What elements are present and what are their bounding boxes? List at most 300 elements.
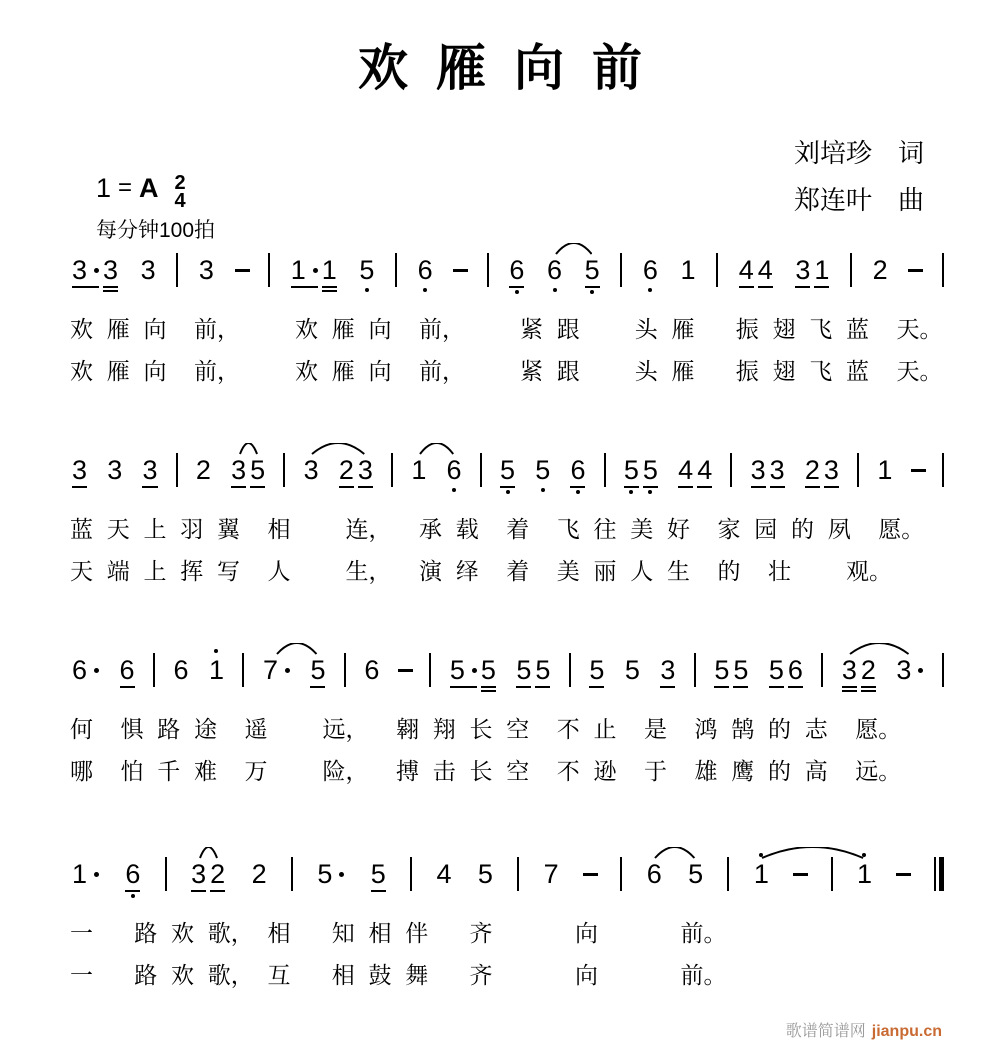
note-group xyxy=(587,646,606,695)
duration-underlines xyxy=(291,286,318,288)
notation-line-1 xyxy=(70,246,944,304)
augmentation-dot xyxy=(472,668,477,673)
octave-dot-below xyxy=(576,488,580,495)
note-number: 1 xyxy=(856,859,872,889)
duration-underlines xyxy=(142,486,157,488)
note xyxy=(189,850,208,899)
barline xyxy=(283,453,285,487)
octave-dot xyxy=(590,290,594,294)
note xyxy=(70,646,101,693)
octave-dot xyxy=(423,288,427,292)
note xyxy=(542,850,561,897)
note-group xyxy=(545,246,564,293)
octave-dot xyxy=(576,490,580,494)
barline xyxy=(487,253,489,287)
note-number: 5 xyxy=(768,655,784,685)
music-system-2 xyxy=(70,446,944,592)
note-number: 3 xyxy=(198,255,214,285)
note xyxy=(356,446,375,495)
watermark-site-url: jianpu.cn xyxy=(871,1023,942,1040)
note-number: 4 xyxy=(697,455,713,485)
duration-underlines xyxy=(660,686,675,688)
octave-dot-below xyxy=(131,892,135,899)
note-number: 3 xyxy=(823,455,839,485)
note xyxy=(139,246,158,293)
note xyxy=(140,446,159,495)
octave-dot-above xyxy=(214,646,218,655)
note xyxy=(756,246,775,295)
note xyxy=(822,446,841,495)
octave-dot-below xyxy=(629,488,633,495)
note-group xyxy=(250,850,269,897)
octave-dot-below xyxy=(452,486,456,493)
note-group xyxy=(676,446,714,495)
note-group xyxy=(70,446,89,495)
note-group xyxy=(302,446,321,493)
note-number: 4 xyxy=(436,859,452,889)
barline xyxy=(620,857,622,891)
lyrics-line3-verse1: 何 惧 路 途 遥 远， 翱 翔 长 空 不 止 是 鸿 鹄 的 志 愿。 xyxy=(70,717,902,742)
duration-underlines xyxy=(805,486,820,488)
note xyxy=(123,850,142,899)
note xyxy=(533,646,552,695)
duration-underlines xyxy=(758,286,773,288)
note-group xyxy=(476,850,495,897)
note xyxy=(315,850,346,897)
note xyxy=(479,646,498,699)
note xyxy=(875,446,894,493)
note-group xyxy=(207,646,226,693)
key-prefix: 1 xyxy=(96,172,112,203)
note-group xyxy=(409,446,428,493)
note-group xyxy=(658,646,677,695)
augmentation-dot xyxy=(94,872,99,877)
note-number: 6 xyxy=(787,655,803,685)
barline xyxy=(716,253,718,287)
note xyxy=(70,850,101,897)
duration-underlines xyxy=(191,890,206,892)
note-number: 3 xyxy=(72,455,88,485)
note-number: 1 xyxy=(680,255,696,285)
note-number: 3 xyxy=(142,455,158,485)
note xyxy=(533,446,552,493)
duration-underlines xyxy=(814,286,829,288)
note-number: 1 xyxy=(72,859,99,889)
note-group xyxy=(855,850,874,897)
lyrics-line4-verse1: 一 路 欢 歌， 相 知 相 伴 齐 向 前。 xyxy=(70,921,727,946)
note xyxy=(583,246,602,295)
octave-dot-below xyxy=(553,286,557,293)
barline xyxy=(391,453,393,487)
note xyxy=(767,646,786,695)
octave-dot xyxy=(131,894,135,898)
octave-dot xyxy=(648,490,652,494)
duration-underlines xyxy=(535,686,550,688)
note xyxy=(507,246,526,295)
note-number: 3 xyxy=(231,455,247,485)
note-group xyxy=(289,246,339,299)
note xyxy=(855,850,874,897)
barline xyxy=(429,653,431,687)
meter-denominator: 4 xyxy=(174,190,186,212)
notation-line-4 xyxy=(70,850,944,908)
augmentation-dot xyxy=(918,668,923,673)
note xyxy=(118,646,137,695)
final-barline xyxy=(934,857,944,891)
note-group xyxy=(171,646,190,693)
key-letter: A xyxy=(139,172,159,203)
note-number: 3 xyxy=(750,455,766,485)
note xyxy=(229,446,248,495)
note-group xyxy=(678,246,697,293)
note xyxy=(645,850,664,897)
composer-credit: 郑连叶 曲 xyxy=(793,186,924,215)
note xyxy=(416,246,435,293)
note-group xyxy=(542,850,561,897)
augmentation-dot xyxy=(285,668,290,673)
octave-dot xyxy=(365,288,369,292)
note-group xyxy=(583,246,602,295)
duration-underlines xyxy=(339,486,354,488)
note-number: 6 xyxy=(173,655,189,685)
barline xyxy=(242,653,244,687)
note-number: 5 xyxy=(499,455,516,485)
note-group xyxy=(623,646,642,693)
barline xyxy=(517,857,519,891)
note-group xyxy=(749,446,787,495)
barline xyxy=(569,653,571,687)
note xyxy=(476,850,495,897)
note-group xyxy=(197,246,216,293)
octave-dot-below xyxy=(515,288,519,295)
octave-dot xyxy=(553,288,557,292)
note-number: 1 xyxy=(411,455,427,485)
lyrics-line1-verse2: 欢 雁 向 前， 欢 雁 向 前， 紧 跟 头 雁 振 翅 飞 蓝 天。 xyxy=(70,359,943,384)
octave-dot xyxy=(452,488,456,492)
note xyxy=(622,446,641,495)
duration-underlines xyxy=(861,686,876,692)
note-number: 6 xyxy=(547,255,563,285)
note xyxy=(749,446,768,495)
octave-dot xyxy=(541,488,545,492)
note xyxy=(302,446,321,493)
note-number: 2 xyxy=(804,455,820,485)
duration-underlines xyxy=(231,486,246,488)
duration-underlines xyxy=(714,686,729,688)
barline xyxy=(831,857,833,891)
note-number: 5 xyxy=(480,655,496,685)
note xyxy=(250,850,269,897)
barline xyxy=(821,653,823,687)
octave-dot-below xyxy=(506,488,510,495)
barline xyxy=(694,653,696,687)
note-number: 6 xyxy=(417,255,433,285)
note-number: 5 xyxy=(535,455,551,485)
duration-underlines xyxy=(842,686,857,692)
barline xyxy=(344,653,346,687)
barline xyxy=(604,453,606,487)
note-group xyxy=(229,446,267,495)
note-number: 5 xyxy=(623,455,639,485)
note-group xyxy=(737,246,775,295)
note-group xyxy=(369,850,388,899)
octave-dot xyxy=(214,649,218,653)
dash-extension xyxy=(398,669,413,672)
note-number: 5 xyxy=(642,455,658,485)
note xyxy=(362,646,381,693)
note-number: 6 xyxy=(570,455,586,485)
note-number: 3 xyxy=(896,655,923,685)
note xyxy=(320,246,339,299)
note xyxy=(207,646,226,693)
note-number: 3 xyxy=(107,455,123,485)
augmentation-dot xyxy=(339,872,344,877)
note xyxy=(261,646,292,693)
note xyxy=(101,246,120,299)
octave-dot-above xyxy=(759,850,763,859)
note xyxy=(105,446,124,493)
note xyxy=(641,446,660,495)
note-group xyxy=(118,646,137,695)
note xyxy=(678,246,697,293)
note xyxy=(498,446,517,495)
note-group xyxy=(362,646,381,693)
octave-dot xyxy=(759,853,763,857)
note-number: 5 xyxy=(516,655,532,685)
note xyxy=(70,446,89,495)
augmentation-dot xyxy=(94,268,99,273)
note-number: 6 xyxy=(446,455,462,485)
octave-dot xyxy=(506,490,510,494)
notation-line-3 xyxy=(70,646,944,704)
note xyxy=(712,646,731,695)
barline xyxy=(620,253,622,287)
note-number: 5 xyxy=(714,655,730,685)
barline xyxy=(850,253,852,287)
note-group xyxy=(123,850,142,899)
note-number: 1 xyxy=(877,455,893,485)
barline xyxy=(730,453,732,487)
key-signature xyxy=(96,166,186,210)
octave-dot-below xyxy=(541,486,545,493)
note-group xyxy=(445,446,464,493)
note-number: 3 xyxy=(769,455,785,485)
note-group xyxy=(70,246,120,299)
note xyxy=(514,646,533,695)
tempo-marking: 每分钟100拍 xyxy=(96,219,216,242)
note-group xyxy=(645,850,664,897)
song-title: 欢雁向前 xyxy=(358,40,670,96)
note xyxy=(568,446,587,495)
octave-dot-above xyxy=(862,850,866,859)
note-group xyxy=(70,850,101,897)
note-group xyxy=(194,446,213,493)
note-number: 3 xyxy=(72,255,99,285)
note-group xyxy=(641,246,660,293)
duration-underlines xyxy=(739,286,754,288)
note-number: 5 xyxy=(584,255,600,285)
note-group xyxy=(434,850,453,897)
music-system-4 xyxy=(70,850,944,996)
note xyxy=(289,246,320,299)
note-number: 4 xyxy=(678,455,694,485)
note-number: 7 xyxy=(543,859,559,889)
lyricist-credit: 刘培珍 词 xyxy=(793,139,924,168)
note-number: 6 xyxy=(364,655,380,685)
dash-extension xyxy=(793,873,808,876)
note-number: 5 xyxy=(688,859,704,889)
equals-sign: = xyxy=(118,174,133,201)
meter-numerator: 2 xyxy=(174,172,186,194)
duration-underlines xyxy=(371,890,386,892)
note-group xyxy=(871,246,890,293)
note xyxy=(676,446,695,495)
duration-underlines xyxy=(103,286,118,292)
note xyxy=(587,646,606,695)
dash-extension xyxy=(908,269,923,272)
note xyxy=(369,850,388,899)
note-group xyxy=(514,646,552,695)
barline xyxy=(857,453,859,487)
duration-underlines xyxy=(210,890,225,892)
lyrics-line1-verse1: 欢 雁 向 前， 欢 雁 向 前， 紧 跟 头 雁 振 翅 飞 蓝 天。 xyxy=(70,317,943,342)
octave-dot xyxy=(515,290,519,294)
lyrics-line3-verse2: 哪 怕 千 难 万 险， 搏 击 长 空 不 逊 于 雄 鹰 的 高 远。 xyxy=(70,759,902,784)
octave-dot-below xyxy=(423,286,427,293)
note-number: 5 xyxy=(370,859,386,889)
note-group xyxy=(357,246,376,293)
note-number: 6 xyxy=(642,255,658,285)
note-number: 6 xyxy=(119,655,135,685)
note-number: 2 xyxy=(251,859,267,889)
note xyxy=(641,246,660,293)
note-number: 5 xyxy=(359,255,375,285)
lyrics-line2-verse1: 蓝 天 上 羽 翼 相 连， 承 载 着 飞 往 美 好 家 园 的 夙 愿。 xyxy=(70,517,925,542)
duration-underlines xyxy=(250,486,265,488)
music-system-1 xyxy=(70,246,944,392)
duration-underlines xyxy=(751,486,766,488)
note-group xyxy=(712,646,750,695)
duration-underlines xyxy=(770,486,785,488)
note xyxy=(70,246,101,299)
octave-dot-below xyxy=(648,488,652,495)
note xyxy=(786,646,805,695)
duration-underlines xyxy=(824,486,839,488)
duration-underlines xyxy=(322,286,337,292)
lyrics-line2-verse2: 天 端 上 挥 写 人 生， 演 绎 着 美 丽 人 生 的 壮 观。 xyxy=(70,559,892,584)
note xyxy=(737,246,756,295)
note-number: 6 xyxy=(509,255,525,285)
note-number: 2 xyxy=(860,655,876,685)
duration-underlines xyxy=(788,686,803,688)
note-group xyxy=(315,850,346,897)
note-number: 3 xyxy=(303,455,319,485)
barline xyxy=(727,857,729,891)
note xyxy=(840,646,859,699)
note xyxy=(308,646,327,695)
note-group xyxy=(498,446,517,495)
note-number: 6 xyxy=(125,859,141,889)
note-group xyxy=(261,646,292,693)
note xyxy=(894,646,925,693)
note-number: 5 xyxy=(624,655,640,685)
octave-dot-below xyxy=(648,286,652,293)
note-group xyxy=(803,446,841,495)
note-group xyxy=(767,646,805,695)
music-system-3 xyxy=(70,646,944,792)
note-number: 1 xyxy=(291,255,318,285)
octave-dot-below xyxy=(590,288,594,295)
note-number: 1 xyxy=(814,255,830,285)
note xyxy=(731,646,750,695)
duration-underlines xyxy=(678,486,693,488)
note-group xyxy=(894,646,925,693)
duration-underlines xyxy=(72,286,99,288)
augmentation-dot xyxy=(94,668,99,673)
time-signature xyxy=(175,174,186,210)
note-number: 4 xyxy=(757,255,773,285)
note-number: 1 xyxy=(208,655,224,685)
watermark xyxy=(786,1018,942,1041)
dash-extension xyxy=(235,269,250,272)
note xyxy=(658,646,677,695)
note-number: 3 xyxy=(191,859,207,889)
note-number: 1 xyxy=(753,859,769,889)
note xyxy=(197,246,216,293)
note-number: 5 xyxy=(535,655,551,685)
note-number: 3 xyxy=(660,655,676,685)
barline xyxy=(291,857,293,891)
note-number: 3 xyxy=(103,255,119,285)
octave-dot xyxy=(648,288,652,292)
dash-extension xyxy=(911,469,926,472)
note-number: 2 xyxy=(210,859,226,889)
note xyxy=(409,446,428,493)
dash-extension xyxy=(583,873,598,876)
note-number: 5 xyxy=(589,655,605,685)
watermark-site-name: 歌谱简谱网 xyxy=(785,1023,866,1040)
note-number: 3 xyxy=(140,255,156,285)
note-group xyxy=(105,446,124,493)
note-number: 3 xyxy=(795,255,811,285)
barline xyxy=(942,453,944,487)
note xyxy=(768,446,787,495)
note-group xyxy=(140,446,159,495)
octave-dot xyxy=(862,853,866,857)
duration-underlines xyxy=(589,686,604,688)
note-number: 3 xyxy=(841,655,857,685)
note-number: 6 xyxy=(646,859,662,889)
octave-dot-below xyxy=(365,286,369,293)
note xyxy=(859,646,878,699)
note xyxy=(445,446,464,493)
note-group xyxy=(416,246,435,293)
duration-underlines xyxy=(516,686,531,688)
duration-underlines xyxy=(310,686,325,688)
augmentation-dot xyxy=(313,268,318,273)
duration-underlines xyxy=(358,486,373,488)
note xyxy=(357,246,376,293)
note-group xyxy=(70,646,101,693)
barline xyxy=(410,857,412,891)
note-group xyxy=(189,850,227,899)
duration-underlines xyxy=(733,686,748,688)
note-number: 4 xyxy=(738,255,754,285)
barline xyxy=(165,857,167,891)
credits xyxy=(794,130,924,224)
barline xyxy=(268,253,270,287)
duration-underlines xyxy=(120,686,135,688)
